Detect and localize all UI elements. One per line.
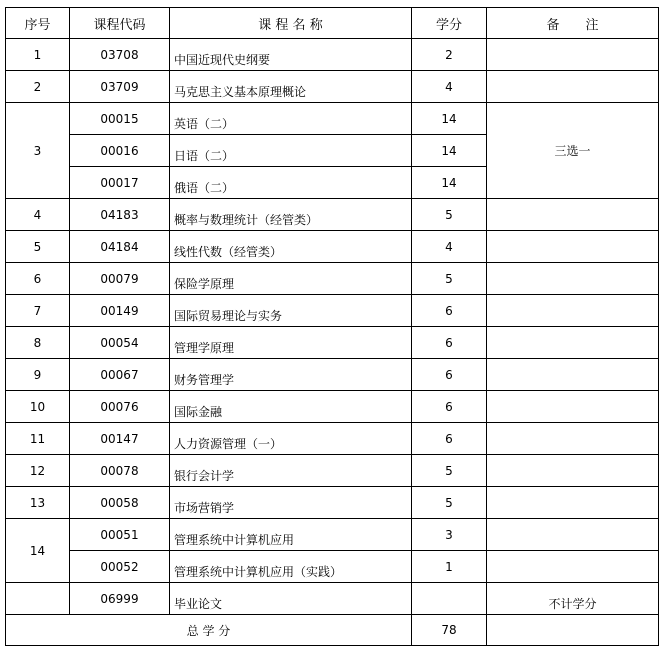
note-cell [487,487,659,519]
name-cell: 英语（二） [170,103,412,135]
note-cell [487,231,659,263]
note-cell [487,39,659,71]
seq-cell: 3 [6,103,70,199]
header-code: 课程代码 [70,8,170,39]
note-cell [487,71,659,103]
table-row [6,359,659,391]
table-row [6,455,659,487]
seq-cell: 13 [6,487,70,519]
header-note: 备 注 [487,8,659,39]
credit-cell: 5 [412,199,487,231]
seq-cell: 5 [6,231,70,263]
header-seq: 序号 [6,8,70,39]
code-cell: 00147 [70,423,170,455]
credit-cell: 2 [412,39,487,71]
total-row [6,615,659,646]
credit-cell: 5 [412,487,487,519]
note-thesis: 不计学分 [487,583,659,615]
name-cell: 概率与数理统计（经管类） [170,199,412,231]
code-cell: 00058 [70,487,170,519]
note-cell [487,295,659,327]
name-cell: 国际金融 [170,391,412,423]
table-row [6,391,659,423]
name-cell: 人力资源管理（一） [170,423,412,455]
code-cell: 00067 [70,359,170,391]
code-cell: 00078 [70,455,170,487]
header-credit: 学分 [412,8,487,39]
seq-cell: 12 [6,455,70,487]
note-cell [487,423,659,455]
table-row [6,327,659,359]
credit-cell: 6 [412,295,487,327]
credit-cell: 3 [412,519,487,551]
name-cell: 保险学原理 [170,263,412,295]
table-row [6,103,659,135]
note-language-choice: 三选一 [487,103,659,199]
credit-cell: 4 [412,71,487,103]
name-cell: 日语（二） [170,135,412,167]
name-cell: 毕业论文 [170,583,412,615]
code-cell: 04183 [70,199,170,231]
seq-cell: 10 [6,391,70,423]
credit-cell: 5 [412,263,487,295]
total-label: 总 学 分 [6,615,412,646]
note-cell [487,327,659,359]
total-credit: 78 [412,615,487,646]
table-row [6,487,659,519]
code-cell: 00079 [70,263,170,295]
table-row [6,519,659,551]
table-row [6,423,659,455]
header-row [6,8,659,39]
table-row [6,39,659,71]
code-cell: 00051 [70,519,170,551]
seq-cell: 7 [6,295,70,327]
note-cell [487,455,659,487]
table-row [6,231,659,263]
seq-cell [6,583,70,615]
credit-cell: 14 [412,135,487,167]
credit-cell [412,583,487,615]
header-name: 课 程 名 称 [170,8,412,39]
name-cell: 管理学原理 [170,327,412,359]
course-table [5,7,659,646]
table-row [6,551,659,583]
code-cell: 04184 [70,231,170,263]
code-cell: 00052 [70,551,170,583]
code-cell: 00076 [70,391,170,423]
code-cell: 06999 [70,583,170,615]
name-cell: 中国近现代史纲要 [170,39,412,71]
credit-cell: 14 [412,103,487,135]
table-row [6,71,659,103]
note-cell [487,263,659,295]
note-cell [487,551,659,583]
seq-cell: 6 [6,263,70,295]
table-row [6,583,659,615]
seq-cell: 4 [6,199,70,231]
code-cell: 00015 [70,103,170,135]
seq-cell: 8 [6,327,70,359]
code-cell: 00149 [70,295,170,327]
name-cell: 俄语（二） [170,167,412,199]
name-cell: 国际贸易理论与实务 [170,295,412,327]
seq-cell: 1 [6,39,70,71]
note-cell [487,519,659,551]
code-cell: 00016 [70,135,170,167]
credit-cell: 6 [412,359,487,391]
credit-cell: 1 [412,551,487,583]
name-cell: 管理系统中计算机应用 [170,519,412,551]
name-cell: 马克思主义基本原理概论 [170,71,412,103]
credit-cell: 6 [412,391,487,423]
code-cell: 00054 [70,327,170,359]
name-cell: 银行会计学 [170,455,412,487]
credit-cell: 14 [412,167,487,199]
credit-cell: 5 [412,455,487,487]
code-cell: 00017 [70,167,170,199]
note-cell [487,391,659,423]
note-cell [487,615,659,646]
name-cell: 线性代数（经管类） [170,231,412,263]
note-cell [487,359,659,391]
credit-cell: 6 [412,327,487,359]
name-cell: 管理系统中计算机应用（实践） [170,551,412,583]
seq-cell: 14 [6,519,70,583]
note-cell [487,199,659,231]
credit-cell: 6 [412,423,487,455]
table-row [6,263,659,295]
name-cell: 财务管理学 [170,359,412,391]
name-cell: 市场营销学 [170,487,412,519]
seq-cell: 2 [6,71,70,103]
table-row [6,295,659,327]
seq-cell: 9 [6,359,70,391]
credit-cell: 4 [412,231,487,263]
table-row [6,199,659,231]
code-cell: 03709 [70,71,170,103]
seq-cell: 11 [6,423,70,455]
code-cell: 03708 [70,39,170,71]
